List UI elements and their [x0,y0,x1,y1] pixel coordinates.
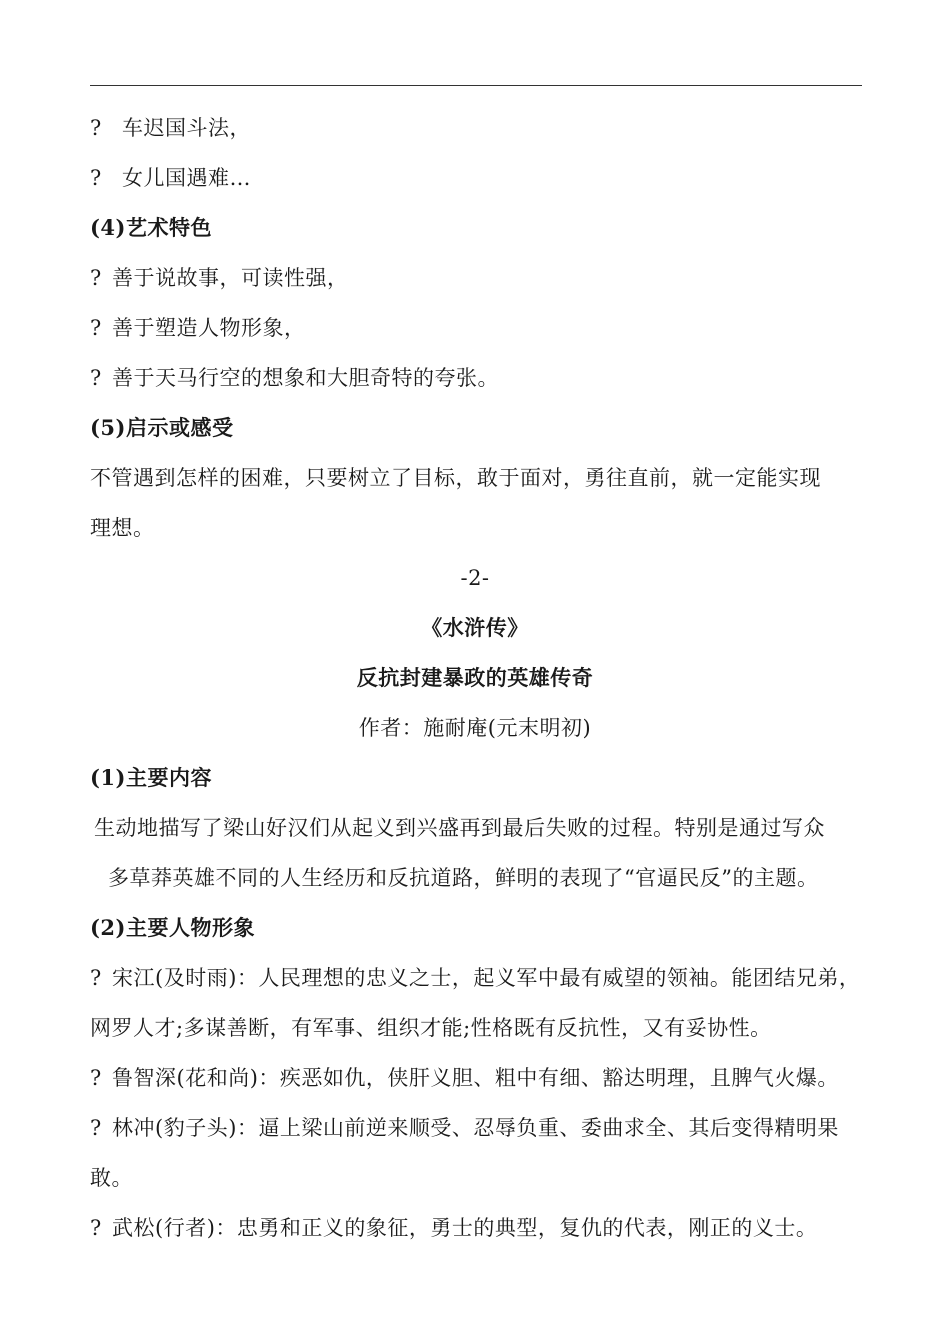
bullet-mark: ? [90,1116,102,1140]
paragraph-line: 不管遇到怎样的困难，只要树立了目标，敢于面对，勇往直前，就一定能实现 [90,466,821,490]
bullet-item: ? 善于说故事，可读性强， [90,266,349,290]
page-number: -2- [460,566,490,590]
section-heading: (5)启示或感受 [90,415,234,440]
bullet-mark: ? [90,366,102,390]
paragraph-line: 理想。 [90,516,155,540]
bullet-mark: ? [90,1216,102,1240]
paragraph-line: 生动地描写了梁山好汉们从起义到兴盛再到最后失败的过程。特别是通过写众 [94,816,825,840]
book-subtitle: 反抗封建暴政的英雄传奇 [356,665,594,690]
paragraph-line: 多草莽英雄不同的人生经历和反抗道路，鲜明的表现了“官逼民反”的主题。 [108,866,819,890]
bullet-item: ? 善于塑造人物形象， [90,316,306,340]
paragraph-line: 敢。 [90,1166,133,1190]
book-author: 作者：施耐庵(元末明初) [358,716,592,740]
bullet-item: ? 车迟国斗法， [90,116,251,140]
bullet-item: ? 林冲(豹子头)：逼上梁山前逆来顺受、忍辱负重、委曲求全、其后变得精明果 [90,1116,839,1140]
bullet-mark: ? [90,166,102,190]
bullet-item: ? 鲁智深(花和尚)：疾恶如仇，侠肝义胆、粗中有细、豁达明理，且脾气火爆。 [90,1066,839,1090]
bullet-item: ? 善于天马行空的想象和大胆奇特的夸张。 [90,366,499,390]
bullet-mark: ? [90,116,102,140]
bullet-item: ? 女儿国遇难… [90,166,251,190]
bullet-mark: ? [90,316,102,340]
bullet-mark: ? [90,966,102,990]
bullet-item: ? 武松(行者)：忠勇和正义的象征，勇士的典型，复仇的代表，刚正的义士。 [90,1216,818,1240]
paragraph-line: 网罗人才;多谋善断，有军事、组织才能;性格既有反抗性，又有妥协性。 [90,1016,772,1040]
section-heading: (4)艺术特色 [90,215,212,240]
bullet-item: ? 宋江(及时雨)：人民理想的忠义之士，起义军中最有威望的领袖。能团结兄弟， [90,966,861,990]
section-heading: (1)主要内容 [90,765,212,790]
header-rule [90,85,862,86]
section-heading: (2)主要人物形象 [90,915,255,940]
bullet-mark: ? [90,1066,102,1090]
book-title: 《水浒传》 [421,615,529,640]
bullet-mark: ? [90,266,102,290]
